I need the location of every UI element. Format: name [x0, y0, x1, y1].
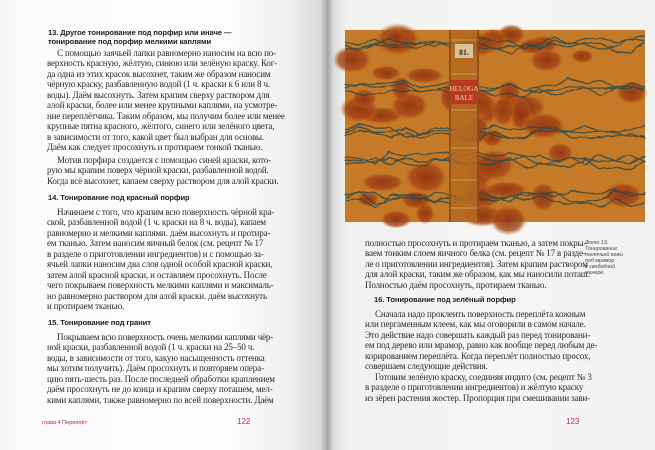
- text-line: чёрную краску, разбавленную водой (1 ч. краски к 6 или 8 ч.: [47, 79, 270, 90]
- text-line: воды, в зависимости от того, какую насыщенность оттенка: [47, 352, 265, 363]
- text-line: и протираем тканью.: [47, 300, 125, 311]
- text-line: полностью просохнуть и протираем тканью, а затем покры-: [365, 238, 587, 248]
- text-line: корированием переплёта. Когда переплёт полностью просох,: [365, 350, 591, 361]
- paragraph: [47, 155, 279, 186]
- text-line: кими каплями, также равномерно по всей поверхности. Даём: [47, 394, 274, 405]
- text-line: даём просохнуть не до конца и крапим сверху поташем, мел-: [47, 384, 273, 395]
- text-line: мы хотим получить). Даём просохнуть и повторяем опера-: [47, 363, 264, 374]
- spine-title-line: HELOGA: [449, 85, 479, 93]
- text-line: Даём как следует просохнуть и протираем тонкой тканью.: [47, 141, 263, 152]
- marble-spot: [360, 173, 405, 192]
- caption-line: Тонирование: [585, 246, 618, 253]
- marbled-book-image: [345, 30, 645, 222]
- heading-line: тонирование под порфир мелкими каплями: [48, 36, 212, 46]
- spine-number: 81.: [459, 48, 469, 57]
- text-line: ем тканью. Затем наносим яичный белок (см. рецепт № 17: [47, 238, 264, 249]
- footer-chapter: глава 4 Переплёт: [42, 420, 88, 426]
- marble-spot: [404, 161, 448, 194]
- text-line: в зависимости от того, какой цвет был выбран для основы.: [47, 131, 265, 142]
- text-line: затем алой красной краски, и оставляем просохнуть. После: [47, 269, 267, 280]
- text-line: С помощью заячьей лапки равномерно наносим на всю по-: [57, 48, 276, 58]
- heading-section-13: [48, 29, 258, 46]
- text-line: ской, разбавленной водой (1 ч. краски на 8 ч. воды), капаем: [47, 217, 266, 228]
- text-line: но равномерно раствором для алой краски. даём высохнуть: [47, 290, 267, 301]
- marble-spot: [391, 75, 412, 101]
- marble-spot: [492, 95, 515, 127]
- text-line: Готовим зелёную краску, соединяя индиго (см. рецепт № 3: [375, 372, 592, 382]
- text-line: крупные пятна красного, жёлтого, синего или зелёного цвета,: [47, 121, 275, 132]
- caption-line: манере.: [585, 270, 605, 277]
- text-line: ние переплётчика. Таким образом, мы получим более или менее: [47, 110, 285, 121]
- caption-line: телячьей кожи: [585, 252, 623, 259]
- caption-line: в свободной: [585, 264, 616, 271]
- book-photo: [345, 30, 645, 222]
- page-number-right: 123: [566, 417, 580, 426]
- text-line: из зёрен растения жостер. Пропорция при смешивании зави-: [365, 392, 591, 403]
- page-number-left: 122: [237, 417, 251, 426]
- text-line: или пергаменным клеем, как мы оговорили в самом начале.: [365, 319, 586, 330]
- text-line: алой краски, более или менее крупными каплями, на усмотре-: [47, 100, 278, 111]
- text-line: для алой краски, таким же образом, как мы наносили поташ.: [365, 269, 590, 280]
- text-line: верхность красную, жёлтую, синюю или зелёную краску. Ког-: [47, 58, 278, 69]
- marble-spot: [380, 210, 412, 229]
- text-line: в разделе о приготовлении ингредиентов) и с помощью за-: [47, 248, 264, 259]
- spine-title-line: BALE: [454, 94, 474, 102]
- paragraph: [365, 309, 598, 372]
- text-line: ем под дерево или мрамор, равно как вообще перед любым де-: [365, 340, 598, 351]
- book-spine: [449, 30, 479, 222]
- paragraph: [47, 332, 275, 405]
- text-line: совершаем следующие действия.: [365, 361, 488, 372]
- text-line: ваем тонким слоем яичного белка (см. рецепт № 17 в разде-: [365, 248, 586, 259]
- caption-line: Фото 13.: [585, 240, 609, 246]
- marble-spot: [351, 88, 377, 108]
- text-line: Мотив порфира создается с помощью синей краски, кото-: [57, 155, 271, 165]
- marble-spot: [404, 67, 445, 84]
- text-line: равномерно и мелкими каплями. даём высохнуть и протира-: [47, 227, 271, 238]
- text-line: рую мы крапим поверх чёрной краски, разбавленной водой.: [47, 165, 269, 176]
- text-line: да одна из этих красок высохнет, таким же образом наносим: [47, 68, 271, 79]
- caption-line: под мрамор: [585, 258, 615, 265]
- text-line: Это действие надо совершать каждый раз перед тонировани-: [365, 329, 591, 340]
- text-line: ячьей лапки наносим два слоя одной особой красной краски,: [47, 259, 273, 270]
- text-line: ной краски, разбавленной водой (1 ч. краски на 25–50 ч.: [47, 342, 255, 353]
- text-line: цию пять-шесть раз. После последней обработки краплением: [47, 373, 275, 384]
- marble-spot: [332, 46, 372, 74]
- text-line: чего покрываем поверхность мелкими каплями и максималь-: [47, 280, 274, 291]
- heading-line: 13. Другое тонирование под порфир или иначе —: [48, 28, 232, 37]
- heading-line: 15. Тонирование под гранит: [48, 318, 151, 327]
- text-line: Когда всё высохнет, капаем сверху раствором для алой краски.: [47, 175, 279, 186]
- heading-line: 16. Тонирование под зелёный порфир: [374, 295, 516, 304]
- marble-spot: [415, 203, 435, 224]
- paragraph: [47, 207, 275, 311]
- marble-spot: [385, 30, 407, 44]
- text-line: Начинаем с того, что крапим всю поверхность чёрной кра-: [57, 207, 275, 217]
- heading-section-14: [48, 194, 258, 203]
- heading-line: 14. Тонирование под красный порфир: [48, 193, 190, 202]
- text-line: Покрываем всю поверхность очень мелкими каплями чёр-: [57, 332, 274, 342]
- text-line: Полностью даём просохнуть, протираем тканью.: [365, 279, 547, 290]
- text-line: в разделе о приготовлении ингредиентов) и жёлтую краску: [365, 382, 584, 393]
- paragraph: [47, 48, 285, 152]
- heading-section-16: [374, 296, 584, 305]
- text-line: Сначала надо проклеить поверхность переплёта кожным: [375, 309, 586, 319]
- paragraph: [365, 372, 592, 403]
- heading-section-15: [48, 319, 258, 328]
- text-line: воды). Даём высохнуть. Затем крапим сверху раствором для: [47, 89, 270, 100]
- paragraph: [365, 238, 590, 290]
- marble-spot: [490, 205, 528, 236]
- text-line: ле о приготовлении ингредиентов). Затем крапим раствором: [365, 258, 588, 269]
- marble-spot: [570, 49, 595, 63]
- photo-caption: [585, 240, 647, 277]
